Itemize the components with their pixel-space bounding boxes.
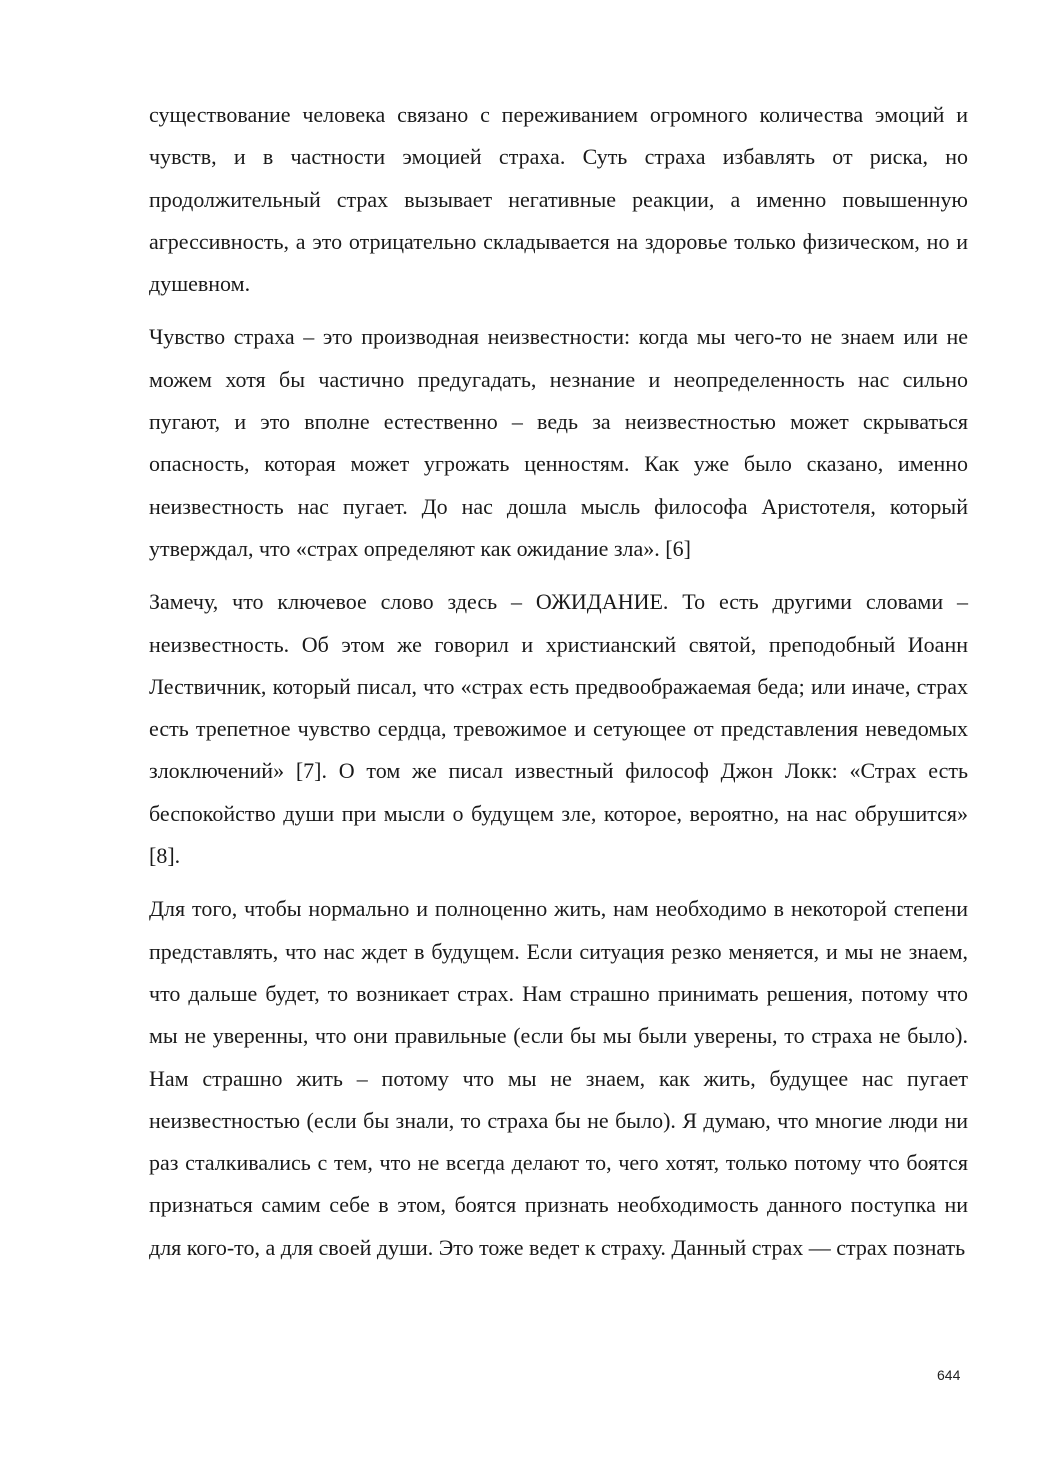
paragraph: Чувство страха – это производная неизвестности: когда мы чего-то не знаем или не можем хотя бы частично предугадать, незнание и неопределенность нас сильно пугают, и это вполне естественно – ведь за неизвестностью может скрываться опасность, которая может угрожать ценностям. Как уже было сказано, именно неизвестность нас пугает. До нас дошла мысль философа Аристотеля, который утверждал, что «страх определяют как ожидание зла». [6] [149,324,968,561]
paragraph: существование человека связано с переживанием огромного количества эмоций и чувств, и в частности эмоцией страха. Суть страха избавлять от риска, но продолжительный страх вызывает негативные реакции, а именно повышенную агрессивность, а это отрицательно складывается на здоровье только физическом, но и душевном. [149,102,968,297]
document-page [149,94,968,1280]
page-number: 644 [937,1367,961,1383]
paragraph: Для того, чтобы нормально и полноценно жить, нам необходимо в некоторой степени представлять, что нас ждет в будущем. Если ситуация резко меняется, и мы не знаем, что дальше будет, то возникает страх. Нам страшно принимать решения, потому что мы не уверенны, что они правильные (если бы мы были уверены, то страха не было). Нам страшно жить – потому что мы не знаем, как жить, будущее нас пугает неизвестностью (если бы знали, то страха бы не было). Я думаю, что многие люди ни раз сталкивались с тем, что не всегда делают то, чего хотят, только потому что боятся признаться самим себе в этом, боятся признать необходимость данного поступка ни для кого-то, а для своей души. Это тоже ведет к страху. Данный страх — страх познать [149,896,968,1260]
paragraph: Замечу, что ключевое слово здесь – ОЖИДАНИЕ. То есть другими словами – неизвестность. Об этом же говорил и христианский святой, преподобный Иоанн Лествичник, который писал, что «страх есть предвоображаемая беда; или иначе, страх есть трепетное чувство сердца, тревожимое и сетующее от представления неведомых злоключений» [7]. О том же писал известный философ Джон Локк: «Страх есть беспокойство души при мысли о будущем зле, которое, вероятно, на нас обрушится» [8]. [149,589,968,869]
